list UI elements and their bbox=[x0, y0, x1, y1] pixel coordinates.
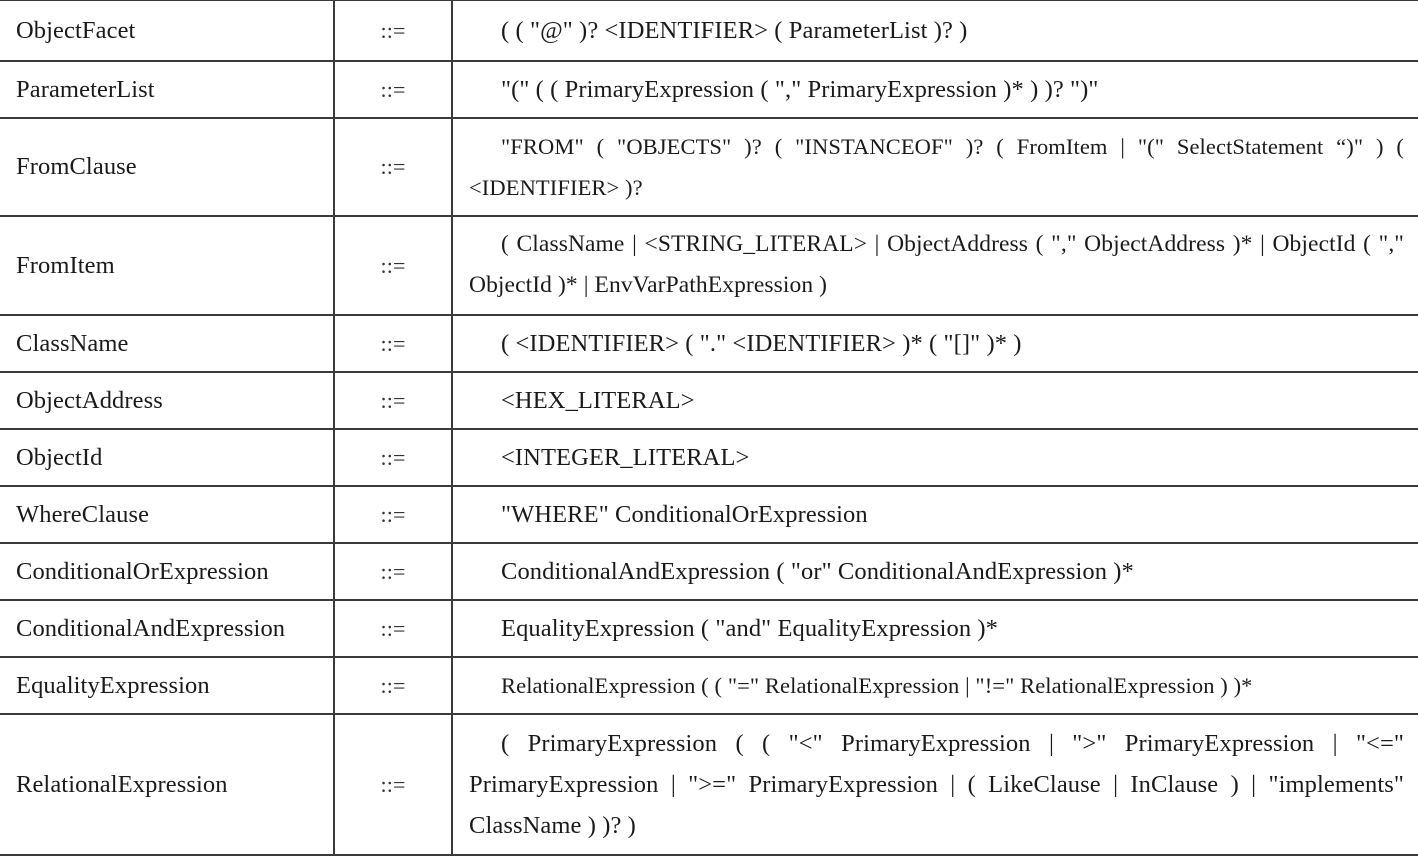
rule-name: ConditionalOrExpression bbox=[0, 543, 334, 600]
table-row bbox=[0, 315, 1418, 372]
rule-name: FromItem bbox=[0, 216, 334, 315]
rule-name: ObjectAddress bbox=[0, 372, 334, 429]
production-operator: ::= bbox=[334, 61, 452, 118]
production-operator: ::= bbox=[334, 372, 452, 429]
rule-definition: <INTEGER_LITERAL> bbox=[501, 443, 750, 471]
table-row bbox=[0, 118, 1418, 216]
table-row bbox=[0, 543, 1418, 600]
production-operator: ::= bbox=[334, 486, 452, 543]
production-operator: ::= bbox=[334, 315, 452, 372]
rule-definition: "(" ( ( PrimaryExpression ( "," PrimaryExpression )* ) )? ")" bbox=[501, 75, 1099, 103]
rule-name: ObjectFacet bbox=[0, 1, 334, 61]
rule-definition: RelationalExpression ( ( "=" RelationalExpression | "!=" RelationalExpression ) )* bbox=[501, 672, 1253, 698]
rule-definition: ( ClassName | <STRING_LITERAL> | ObjectAddress ( "," ObjectAddress )* | ObjectId ( "," ObjectId )* | EnvVarPathExpression ) bbox=[469, 231, 1404, 298]
rule-definition: <HEX_LITERAL> bbox=[501, 386, 695, 414]
production-operator: ::= bbox=[334, 543, 452, 600]
rule-name: ParameterList bbox=[0, 61, 334, 118]
rule-definition: ConditionalAndExpression ( "or" ConditionalAndExpression )* bbox=[501, 557, 1134, 585]
rule-definition: EqualityExpression ( "and" EqualityExpression )* bbox=[501, 614, 999, 642]
table-row bbox=[0, 216, 1418, 315]
rule-name: ObjectId bbox=[0, 429, 334, 486]
production-operator: ::= bbox=[334, 216, 452, 315]
rule-definition: ( PrimaryExpression ( ( "<" PrimaryExpression | ">" PrimaryExpression | "<=" PrimaryExpression | ">=" PrimaryExpression | ( LikeClause | InClause ) | "implements" ClassName ) )? ) bbox=[469, 729, 1404, 839]
table-row bbox=[0, 714, 1418, 855]
rule-name: ConditionalAndExpression bbox=[0, 600, 334, 657]
table-row bbox=[0, 372, 1418, 429]
rule-definition: ( ( "@" )? <IDENTIFIER> ( ParameterList )? ) bbox=[501, 16, 968, 44]
table-row bbox=[0, 486, 1418, 543]
rule-name: RelationalExpression bbox=[0, 714, 334, 855]
production-operator: ::= bbox=[334, 1, 452, 61]
rule-definition: "WHERE" ConditionalOrExpression bbox=[501, 500, 868, 528]
production-operator: ::= bbox=[334, 118, 452, 216]
table-row bbox=[0, 657, 1418, 714]
table-row bbox=[0, 61, 1418, 118]
table-row bbox=[0, 600, 1418, 657]
table-row bbox=[0, 429, 1418, 486]
production-operator: ::= bbox=[334, 600, 452, 657]
rule-definition: "FROM" ( "OBJECTS" )? ( "INSTANCEOF" )? ( FromItem | "(" SelectStatement “)" ) ( <IDENTIFIER> )? bbox=[469, 133, 1404, 200]
rule-name: FromClause bbox=[0, 118, 334, 216]
rule-name: WhereClause bbox=[0, 486, 334, 543]
rule-name: ClassName bbox=[0, 315, 334, 372]
production-operator: ::= bbox=[334, 657, 452, 714]
rule-name: EqualityExpression bbox=[0, 657, 334, 714]
table-row bbox=[0, 1, 1418, 61]
production-operator: ::= bbox=[334, 714, 452, 855]
rule-definition: ( <IDENTIFIER> ( "." <IDENTIFIER> )* ( "[]" )* ) bbox=[501, 329, 1022, 357]
production-operator: ::= bbox=[334, 429, 452, 486]
